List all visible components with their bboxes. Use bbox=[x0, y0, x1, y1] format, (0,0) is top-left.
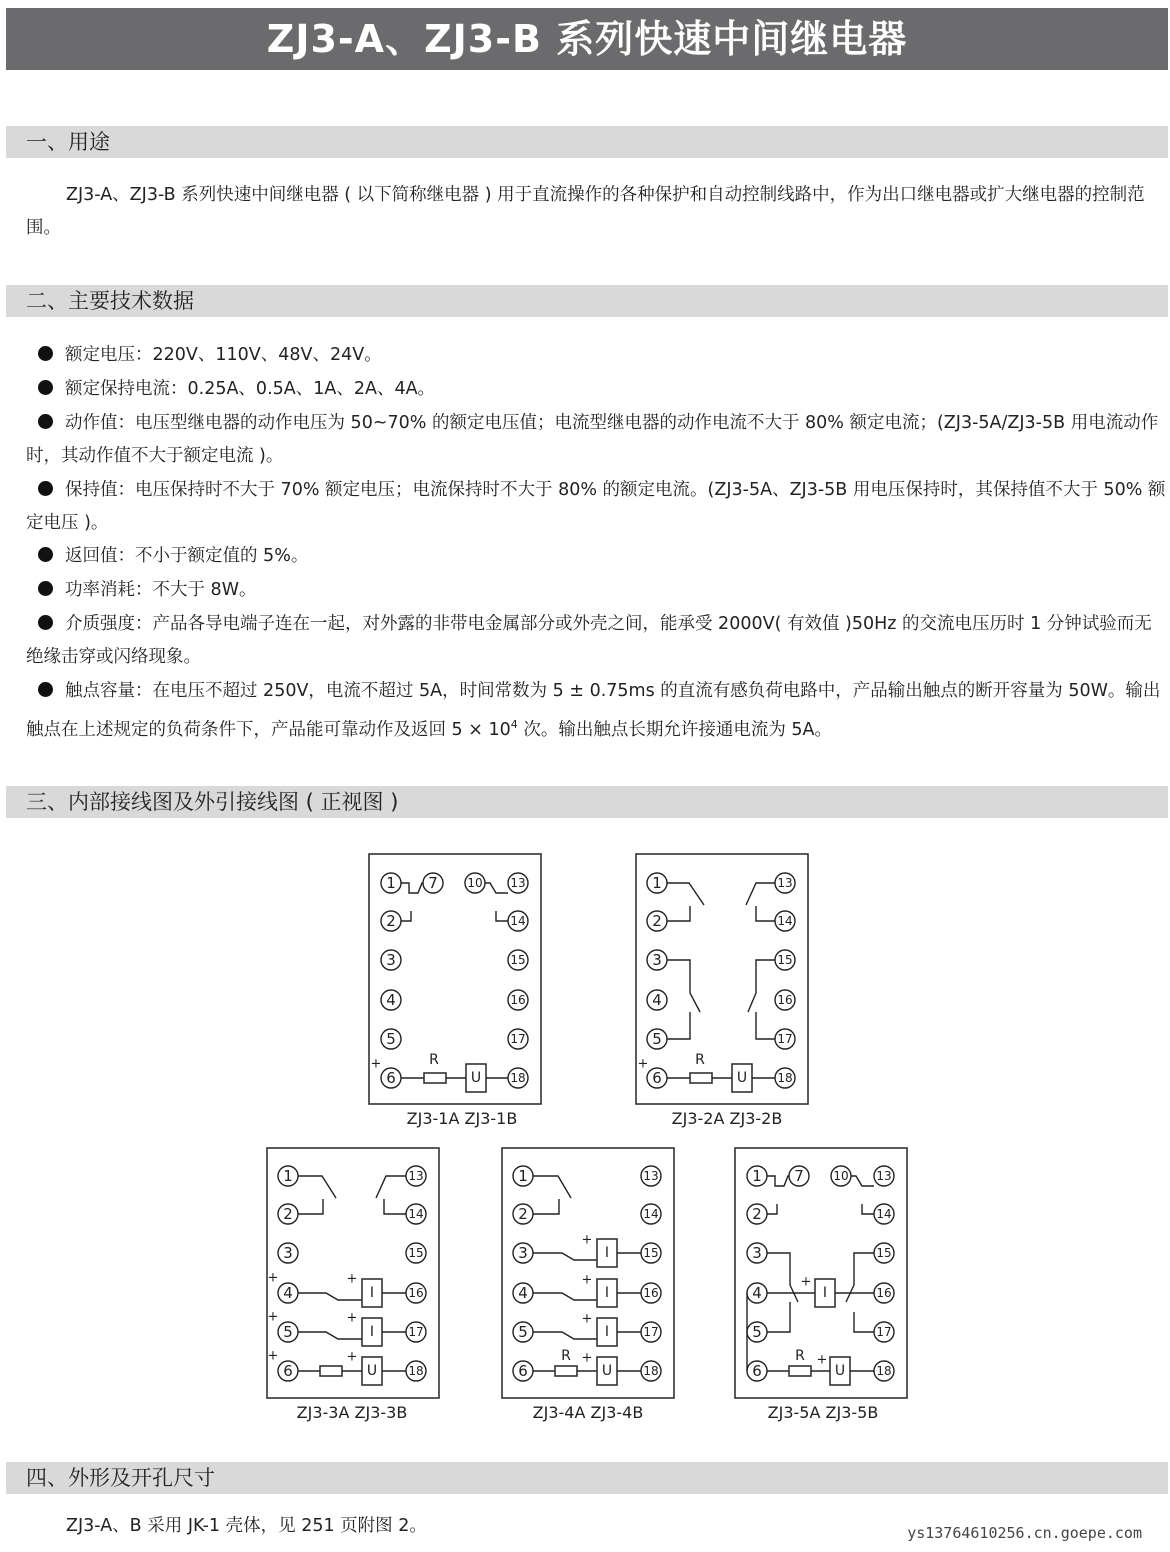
bullet-icon bbox=[38, 481, 53, 496]
svg-text:16: 16 bbox=[876, 1286, 892, 1300]
diagram-zj3-5 bbox=[735, 1148, 907, 1422]
svg-text:U: U bbox=[366, 1363, 378, 1379]
svg-text:ZJ3-2A ZJ3-2B: ZJ3-2A ZJ3-2B bbox=[671, 1109, 783, 1128]
svg-text:15: 15 bbox=[408, 1246, 424, 1260]
spec-item: 动作值：电压型继电器的动作电压为 50~70% 的额定电压值；电流型继电器的动作电流不大于 80% 额定电流；(ZJ3-5A/ZJ3-5B 用电流动作时，其动作值不大于额定电流 )。 bbox=[26, 413, 1159, 466]
bullet-icon bbox=[38, 682, 53, 697]
section-heading-usage: 一、用途 bbox=[6, 126, 1168, 158]
page-title: ZJ3-A、ZJ3-B 系列快速中间继电器 bbox=[6, 8, 1168, 70]
bullet-icon bbox=[38, 346, 53, 361]
spec-item: 额定电压：220V、110V、48V、24V。 bbox=[26, 339, 1168, 372]
svg-text:1: 1 bbox=[386, 874, 396, 892]
svg-text:17: 17 bbox=[643, 1325, 659, 1339]
svg-text:U: U bbox=[834, 1363, 846, 1379]
diagram-zj3-2 bbox=[636, 854, 808, 1128]
svg-text:4: 4 bbox=[283, 1284, 293, 1302]
svg-text:5: 5 bbox=[518, 1323, 528, 1341]
svg-text:+: + bbox=[816, 1352, 828, 1368]
svg-text:15: 15 bbox=[777, 953, 793, 967]
svg-text:ZJ3-4A ZJ3-4B: ZJ3-4A ZJ3-4B bbox=[532, 1403, 644, 1422]
svg-text:10: 10 bbox=[467, 876, 483, 890]
svg-text:+: + bbox=[581, 1272, 593, 1288]
svg-text:+: + bbox=[346, 1349, 358, 1365]
svg-text:I: I bbox=[604, 1245, 610, 1261]
svg-text:4: 4 bbox=[518, 1284, 528, 1302]
svg-text:+: + bbox=[267, 1270, 279, 1286]
svg-text:14: 14 bbox=[876, 1207, 892, 1221]
svg-text:18: 18 bbox=[876, 1364, 892, 1378]
svg-text:14: 14 bbox=[643, 1207, 659, 1221]
svg-text:2: 2 bbox=[386, 912, 396, 930]
svg-text:15: 15 bbox=[643, 1246, 659, 1260]
usage-paragraph: ZJ3-A、ZJ3-B 系列快速中间继电器 ( 以下简称继电器 ) 用于直流操作的各种保护和自动控制线路中，作为出口继电器或扩大继电器的控制范围。 bbox=[26, 185, 1145, 238]
svg-text:15: 15 bbox=[510, 953, 526, 967]
wiring-diagrams bbox=[0, 840, 1170, 1440]
svg-text:+: + bbox=[581, 1232, 593, 1248]
svg-text:5: 5 bbox=[386, 1030, 396, 1048]
svg-text:16: 16 bbox=[408, 1286, 424, 1300]
svg-text:16: 16 bbox=[777, 993, 793, 1007]
svg-text:4: 4 bbox=[386, 991, 396, 1009]
svg-text:R: R bbox=[695, 1052, 705, 1068]
svg-text:17: 17 bbox=[408, 1325, 424, 1339]
svg-text:17: 17 bbox=[876, 1325, 892, 1339]
svg-text:18: 18 bbox=[510, 1071, 526, 1085]
svg-text:I: I bbox=[604, 1324, 610, 1340]
svg-text:13: 13 bbox=[876, 1169, 892, 1183]
svg-text:10: 10 bbox=[833, 1169, 849, 1183]
svg-text:4: 4 bbox=[652, 991, 662, 1009]
bullet-icon bbox=[38, 615, 53, 630]
spec-item: 保持值：电压保持时不大于 70% 额定电压；电流保持时不大于 80% 的额定电流。(ZJ3-5A、ZJ3-5B 用电压保持时，其保持值不大于 50% 额定电压 )。 bbox=[26, 480, 1166, 533]
svg-text:3: 3 bbox=[752, 1244, 762, 1262]
svg-text:16: 16 bbox=[643, 1286, 659, 1300]
svg-text:I: I bbox=[369, 1285, 375, 1301]
diagram-zj3-3 bbox=[267, 1148, 439, 1422]
bullet-icon bbox=[38, 547, 53, 562]
svg-text:U: U bbox=[470, 1070, 482, 1086]
svg-text:R: R bbox=[795, 1348, 805, 1364]
svg-text:R: R bbox=[561, 1348, 571, 1364]
spec-item: 触点容量：在电压不超过 250V，电流不超过 5A，时间常数为 5 ± 0.75ms 的直流有感负荷电路中，产品输出触点的断开容量为 50W。输出触点在上述规定的负荷条件下，产品能可靠动作及返回 $5 \times 10^4$ 次。输出触点长期允许接通电流为 5A。 bbox=[26, 681, 1161, 740]
svg-text:ZJ3-1A ZJ3-1B: ZJ3-1A ZJ3-1B bbox=[406, 1109, 518, 1128]
svg-text:I: I bbox=[822, 1285, 828, 1301]
svg-text:2: 2 bbox=[652, 912, 662, 930]
diagram-zj3-4 bbox=[502, 1148, 674, 1422]
svg-text:+: + bbox=[370, 1056, 382, 1072]
spec-item: 返回值：不小于额定值的 5%。 bbox=[26, 540, 1168, 573]
svg-text:3: 3 bbox=[518, 1244, 528, 1262]
svg-text:14: 14 bbox=[510, 914, 526, 928]
svg-text:+: + bbox=[581, 1350, 593, 1366]
svg-text:2: 2 bbox=[752, 1205, 762, 1223]
svg-text:+: + bbox=[267, 1348, 279, 1364]
svg-text:6: 6 bbox=[386, 1069, 396, 1087]
svg-text:+: + bbox=[346, 1310, 358, 1326]
svg-text:ZJ3-3A ZJ3-3B: ZJ3-3A ZJ3-3B bbox=[296, 1403, 408, 1422]
section-heading-specs: 二、主要技术数据 bbox=[6, 285, 1168, 317]
svg-text:5: 5 bbox=[652, 1030, 662, 1048]
svg-text:1: 1 bbox=[283, 1167, 293, 1185]
spec-item: 介质强度：产品各导电端子连在一起，对外露的非带电金属部分或外壳之间，能承受 2000V( 有效值 )50Hz 的交流电压历时 1 分钟试验而无绝缘击穿或闪络现象。 bbox=[26, 614, 1152, 667]
svg-text:15: 15 bbox=[876, 1246, 892, 1260]
bullet-icon bbox=[38, 414, 53, 429]
svg-text:+: + bbox=[267, 1309, 279, 1325]
section-heading-dimensions: 四、外形及开孔尺寸 bbox=[6, 1462, 1168, 1494]
spec-item: 额定保持电流：0.25A、0.5A、1A、2A、4A。 bbox=[26, 373, 1168, 406]
svg-text:5: 5 bbox=[752, 1323, 762, 1341]
svg-text:17: 17 bbox=[777, 1032, 793, 1046]
section-heading-wiring: 三、内部接线图及外引接线图 ( 正视图 ) bbox=[6, 786, 1168, 818]
svg-text:I: I bbox=[369, 1324, 375, 1340]
svg-text:+: + bbox=[346, 1271, 358, 1287]
svg-text:13: 13 bbox=[510, 876, 526, 890]
svg-text:R: R bbox=[429, 1052, 439, 1068]
svg-text:+: + bbox=[581, 1311, 593, 1327]
svg-text:2: 2 bbox=[283, 1205, 293, 1223]
svg-text:14: 14 bbox=[777, 914, 793, 928]
svg-text:17: 17 bbox=[510, 1032, 526, 1046]
svg-text:3: 3 bbox=[283, 1244, 293, 1262]
svg-text:13: 13 bbox=[777, 876, 793, 890]
svg-text:13: 13 bbox=[408, 1169, 424, 1183]
svg-text:5: 5 bbox=[283, 1323, 293, 1341]
svg-text:2: 2 bbox=[518, 1205, 528, 1223]
svg-text:14: 14 bbox=[408, 1207, 424, 1221]
svg-text:+: + bbox=[637, 1056, 649, 1072]
svg-text:3: 3 bbox=[386, 951, 396, 969]
svg-text:6: 6 bbox=[752, 1362, 762, 1380]
svg-text:U: U bbox=[601, 1363, 613, 1379]
svg-text:+: + bbox=[800, 1274, 812, 1290]
svg-text:16: 16 bbox=[510, 993, 526, 1007]
svg-text:6: 6 bbox=[652, 1069, 662, 1087]
svg-text:13: 13 bbox=[643, 1169, 659, 1183]
svg-text:18: 18 bbox=[777, 1071, 793, 1085]
watermark-text: ys13764610256.cn.goepe.com bbox=[907, 1524, 1142, 1542]
diagram-zj3-1 bbox=[369, 854, 541, 1128]
svg-text:ZJ3-5A ZJ3-5B: ZJ3-5A ZJ3-5B bbox=[767, 1403, 879, 1422]
svg-text:U: U bbox=[736, 1070, 748, 1086]
dimensions-paragraph: ZJ3-A、B 采用 JK-1 壳体，见 251 页附图 2。 bbox=[66, 1516, 427, 1536]
svg-text:I: I bbox=[604, 1285, 610, 1301]
bullet-icon bbox=[38, 581, 53, 596]
spec-item: 功率消耗：不大于 8W。 bbox=[26, 574, 1168, 607]
bullet-icon bbox=[38, 380, 53, 395]
svg-text:3: 3 bbox=[652, 951, 662, 969]
svg-text:7: 7 bbox=[428, 874, 438, 892]
svg-text:1: 1 bbox=[652, 874, 662, 892]
svg-text:7: 7 bbox=[794, 1167, 804, 1185]
svg-text:6: 6 bbox=[518, 1362, 528, 1380]
svg-text:18: 18 bbox=[408, 1364, 424, 1378]
svg-text:6: 6 bbox=[283, 1362, 293, 1380]
svg-text:1: 1 bbox=[752, 1167, 762, 1185]
svg-text:18: 18 bbox=[643, 1364, 659, 1378]
svg-text:1: 1 bbox=[518, 1167, 528, 1185]
svg-text:4: 4 bbox=[752, 1284, 762, 1302]
